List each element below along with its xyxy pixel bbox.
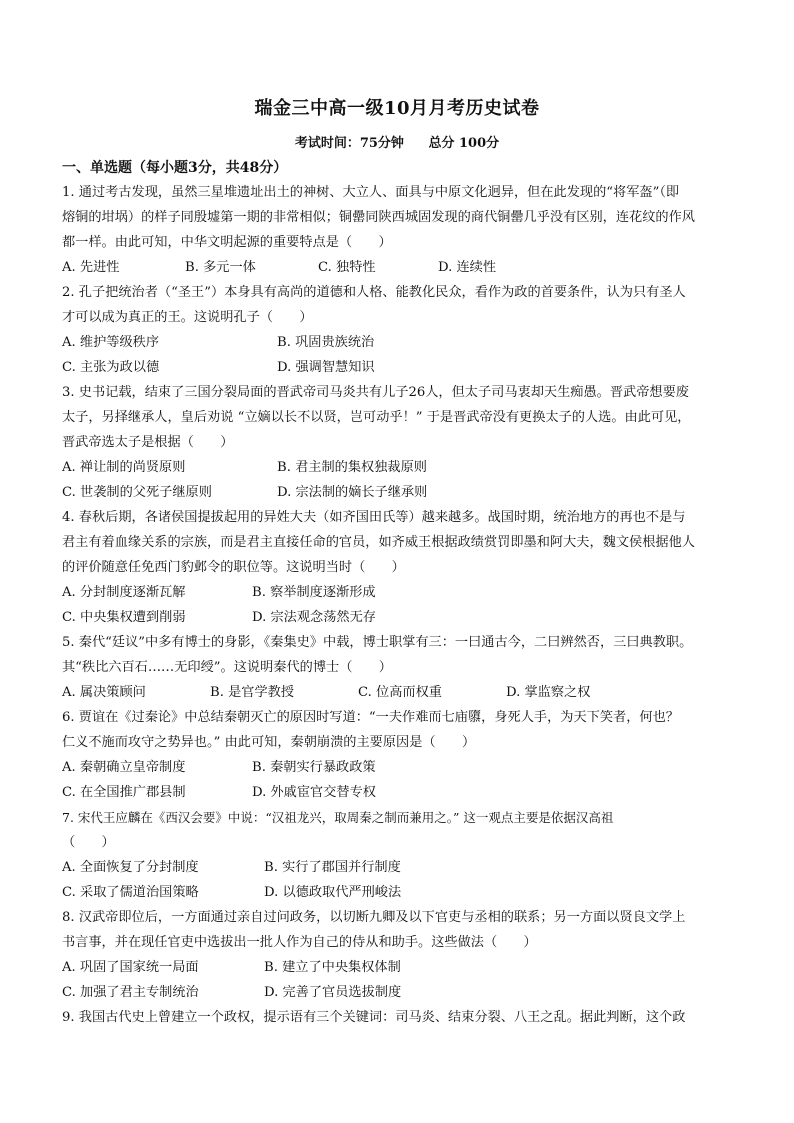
question-2-options-row-1 (62, 330, 740, 355)
question-8 (62, 905, 740, 1005)
option-c[interactable]: C. 在全国推广郡县制 (62, 785, 186, 800)
question-2-options-row-2 (62, 355, 740, 380)
option-c[interactable]: C. 加强了君主专制统治 (62, 985, 199, 1000)
option-d[interactable]: D. 宗法观念荡然无存 (252, 610, 376, 625)
option-a[interactable]: A. 巩固了国家统一局面 (62, 960, 199, 975)
question-1-options (62, 255, 740, 280)
question-7-options-row-2 (62, 880, 740, 905)
option-a[interactable]: A. 禅让制的尚贤原则 (62, 460, 186, 475)
question-9 (62, 1005, 740, 1030)
option-c[interactable]: C. 位高而权重 (358, 685, 442, 700)
question-1 (62, 180, 740, 280)
question-1-line-1: 1. 通过考古发现，虽然三星堆遗址出土的神树、大立人、面具与中原文化迥异，但在此发现的“将军盔”（即 (62, 185, 680, 200)
question-2-line-2: 才可以成为真正的王。这说明孔子（ ） (62, 310, 313, 325)
question-6-options-row-1 (62, 755, 740, 780)
question-4-line-1: 4. 春秋后期，各诸侯国提拔起用的异姓大夫（如齐国田氏等）越来越多。战国时期，统治地方的再也不是与 (62, 510, 686, 525)
option-a[interactable]: A. 先进性 (62, 260, 120, 275)
option-b[interactable]: B. 君主制的集权独裁原则 (277, 460, 427, 475)
section-heading: 一、单选题（每小题3分，共48分） (62, 160, 288, 176)
option-d[interactable]: D. 连续性 (438, 260, 497, 275)
question-4-options-row-1 (62, 580, 740, 605)
question-list (62, 180, 740, 1030)
option-d[interactable]: D. 强调智慧知识 (277, 360, 375, 375)
question-8-line-1: 8. 汉武帝即位后，一方面通过亲自过问政务，以切断九卿及以下官吏与丞相的联系；另一方面以贤良文学上 (62, 910, 686, 925)
option-a[interactable]: A. 属决策顾问 (62, 685, 146, 700)
question-3-line-1: 3. 史书记载，结束了三国分裂局面的晋武帝司马炎共有儿子26人，但太子司马衷却天生痴愚。晋武帝想要废 (62, 385, 689, 400)
question-7-line-2: （ ） (62, 835, 115, 850)
option-b[interactable]: B. 巩固贵族统治 (277, 335, 375, 350)
question-1-line-3: 都一样。由此可知，中华文明起源的重要特点是（ ） (62, 235, 392, 250)
question-2 (62, 280, 740, 380)
question-5-line-2: 其“秩比六百石……无印绶”。这说明秦代的博士（ ） (62, 660, 392, 675)
option-b[interactable]: B. 是官学教授 (210, 685, 295, 700)
question-7-options-row-1 (62, 855, 740, 880)
question-5-line-1: 5. 秦代“廷议”中多有博士的身影，《秦集史》中载，博士职掌有三：一曰通古今，二曰辨然否，三曰典教职。 (62, 635, 693, 650)
question-1-line-2: 熔铜的坩埚）的样子同殷墟第一期的非常相似；铜罍同陕西城固发现的商代铜罍几乎没有区别，连花纹的作风 (62, 210, 695, 225)
option-a[interactable]: A. 全面恢复了分封制度 (62, 860, 199, 875)
option-b[interactable]: B. 实行了郡国并行制度 (264, 860, 401, 875)
question-6 (62, 705, 740, 805)
question-3 (62, 380, 740, 505)
option-d[interactable]: D. 外戚宦官交替专权 (252, 785, 376, 800)
question-6-options-row-2 (62, 780, 740, 805)
question-8-options-row-2 (62, 980, 740, 1005)
option-b[interactable]: B. 秦朝实行暴政政策 (252, 760, 376, 775)
option-c[interactable]: C. 主张为政以德 (62, 360, 160, 375)
question-7 (62, 805, 740, 905)
question-3-options-row-1 (62, 455, 740, 480)
exam-time: 考试时间：75分钟 (294, 136, 404, 151)
question-7-line-1: 7. 宋代王应麟在《西汉会要》中说：“汉祖龙兴，取周秦之制而兼用之。” 这一观点主要是依据汉高祖 (62, 810, 614, 825)
option-b[interactable]: B. 多元一体 (185, 260, 256, 275)
question-5 (62, 630, 740, 705)
exam-title: 瑞金三中高一级10月月考历史试卷 (254, 98, 540, 119)
option-b[interactable]: B. 建立了中央集权体制 (264, 960, 401, 975)
option-b[interactable]: B. 察举制度逐渐形成 (252, 585, 376, 600)
option-c[interactable]: C. 中央集权遭到削弱 (62, 610, 186, 625)
question-4 (62, 505, 740, 630)
option-d[interactable]: D. 以德政取代严刑峻法 (264, 885, 402, 900)
option-c[interactable]: C. 世袭制的父死子继原则 (62, 485, 212, 500)
question-4-line-2: 君主有着血缘关系的宗族，而是君主直接任命的官员，如齐威王根据政绩赏罚即墨和阿大夫，魏文侯根据他人 (62, 535, 695, 550)
question-3-line-3: 晋武帝选太子是根据（ ） (62, 435, 234, 450)
exam-score: 总分 100分 (428, 136, 500, 151)
question-4-options-row-2 (62, 605, 740, 630)
option-d[interactable]: D. 完善了官员选拔制度 (264, 985, 402, 1000)
option-a[interactable]: A. 维护等级秩序 (62, 335, 160, 350)
question-4-line-3: 的评价随意任免西门豹邺令的职位等。这说明当时（ ） (62, 560, 405, 575)
option-a[interactable]: A. 分封制度逐渐瓦解 (62, 585, 186, 600)
question-6-line-1: 6. 贾谊在《过秦论》中总结秦朝灭亡的原因时写道：“一夫作难而七庙隳，身死人手，为天下笑者，何也？ (62, 710, 679, 725)
option-c[interactable]: C. 独特性 (318, 260, 376, 275)
question-8-options-row-1 (62, 955, 740, 980)
question-8-line-2: 书言事，并在现任官吏中选拔出一批人作为自己的侍从和助手。这些做法（ ） (62, 935, 537, 950)
exam-subtitle (0, 132, 794, 151)
question-3-options-row-2 (62, 480, 740, 505)
option-a[interactable]: A. 秦朝确立皇帝制度 (62, 760, 186, 775)
option-d[interactable]: D. 掌监察之权 (506, 685, 591, 700)
question-3-line-2: 太子，另择继承人，皇后劝说 “立嫡以长不以贤，岂可动乎！” 于是晋武帝没有更换太子的人选。由此可见， (62, 410, 691, 425)
question-6-line-2: 仁义不施而攻守之势异也。” 由此可知，秦朝崩溃的主要原因是（ ） (62, 735, 476, 750)
option-c[interactable]: C. 采取了儒道治国策略 (62, 885, 199, 900)
question-9-line-1: 9. 我国古代史上曾建立一个政权，提示语有三个关键词：司马炎、结束分裂、八王之乱。据此判断，这个政 (62, 1010, 686, 1025)
question-2-line-1: 2. 孔子把统治者（“圣王”）本身具有高尚的道德和人格、能教化民众，看作为政的首要条件，认为只有圣人 (62, 285, 686, 300)
option-d[interactable]: D. 宗法制的嫡长子继承则 (277, 485, 428, 500)
question-5-options (62, 680, 740, 705)
